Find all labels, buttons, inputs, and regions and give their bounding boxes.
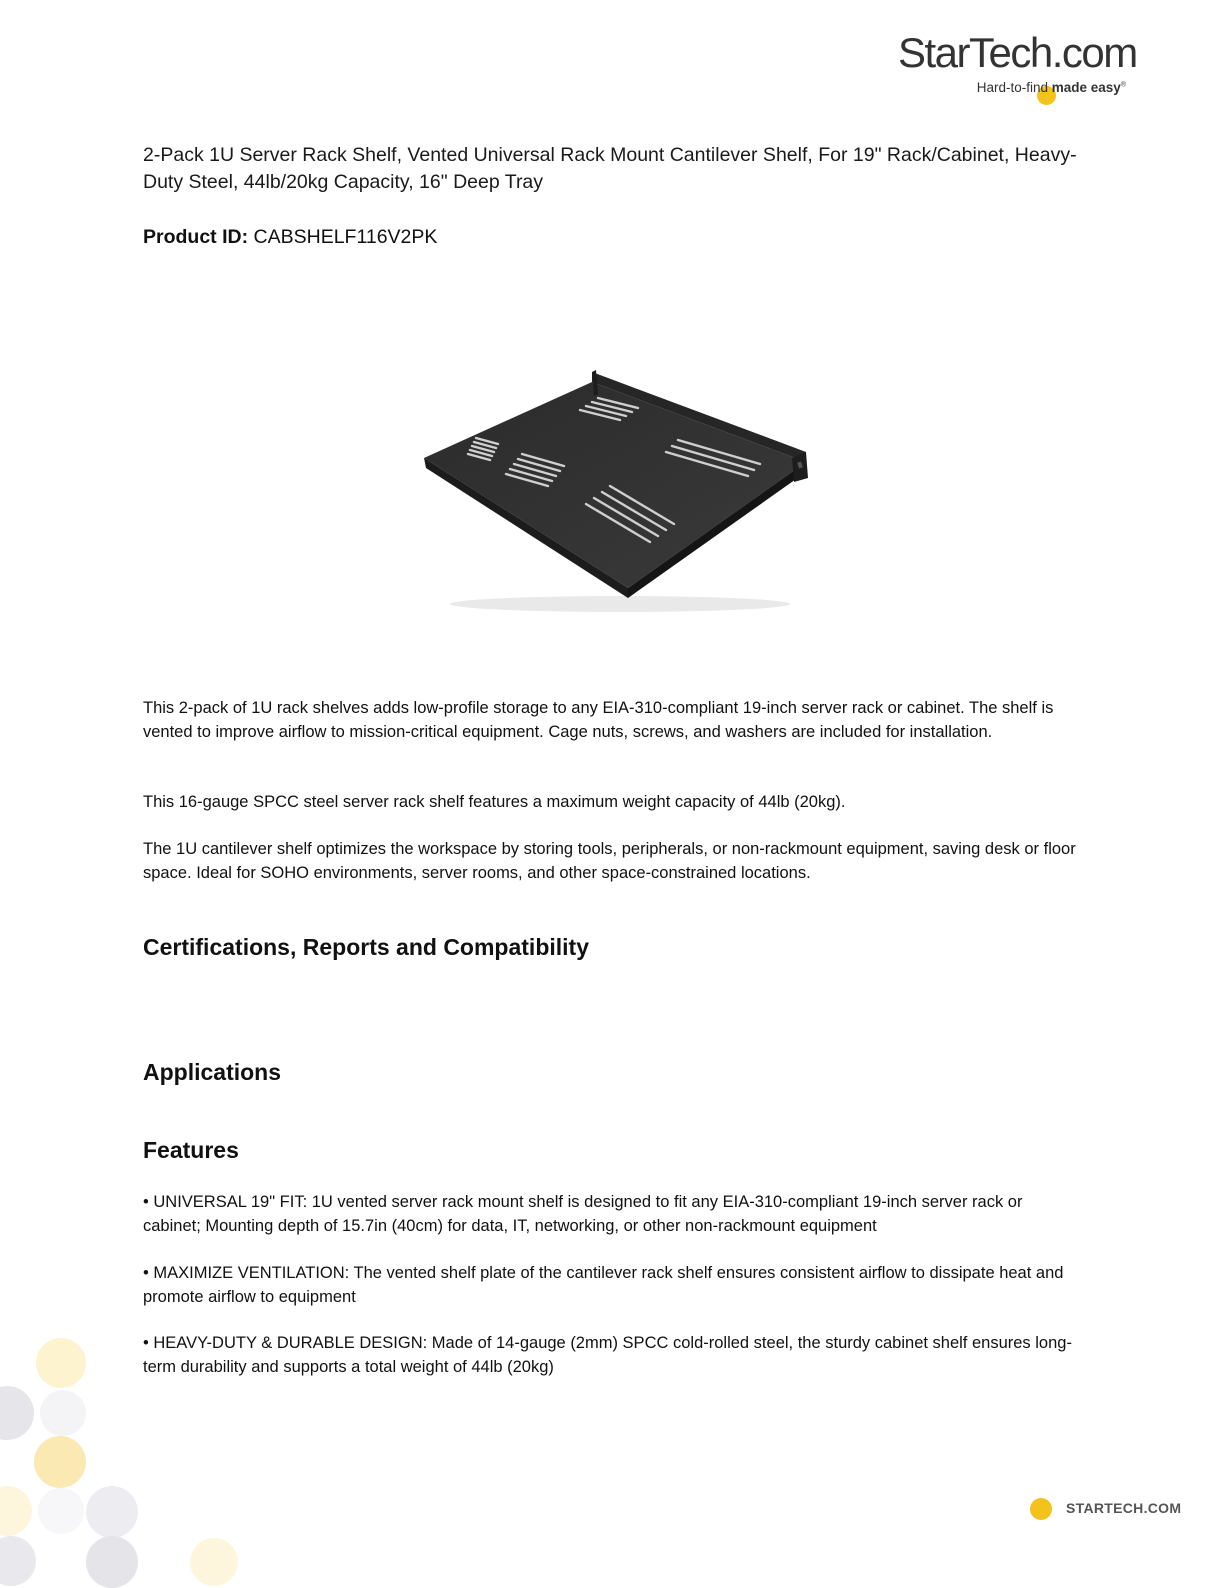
decor-circle <box>34 1436 86 1488</box>
startech-logo <box>898 28 1138 104</box>
decor-circle <box>0 1536 36 1586</box>
feature-item: • UNIVERSAL 19" FIT: 1U vented server rack mount shelf is designed to fit any EIA-310-compliant 19-inch server rack or cabinet; Mounting depth of 15.7in (40cm) for data, IT, networking, or other non-rackmount equipment <box>143 1193 1023 1235</box>
decor-circle <box>40 1390 86 1436</box>
feature-item: • MAXIMIZE VENTILATION: The vented shelf plate of the cantilever rack shelf ensures consistent airflow to dissipate heat and promote airflow to equipment <box>143 1264 1064 1306</box>
product-id-label: Product ID: <box>143 226 249 248</box>
rack-shelf-image <box>410 366 820 626</box>
footer-site: STARTECH.COM <box>1066 1500 1182 1516</box>
description-paragraph-1: This 2-pack of 1U rack shelves adds low-profile storage to any EIA-310-compliant 19-inch server rack or cabinet. The shelf is vented to improve airflow to mission-critical equipment. Cage nuts, screws, and washers are included for installation. <box>143 699 1054 741</box>
product-id-value: CABSHELF116V2PK <box>253 226 438 248</box>
product-id <box>143 224 437 251</box>
applications-heading: Applications <box>143 1059 282 1085</box>
certifications-heading: Certifications, Reports and Compatibility <box>143 934 589 960</box>
features-heading: Features <box>143 1137 239 1163</box>
decor-circle <box>0 1386 34 1440</box>
logo-tagline: Hard-to-find made easy® <box>976 80 1126 95</box>
decor-circle <box>36 1338 86 1388</box>
description-paragraph-3: The 1U cantilever shelf optimizes the workspace by storing tools, peripherals, or non-rackmount equipment, saving desk or floor space. Ideal for SOHO environments, server rooms, and other space-constrained locations. <box>143 840 1076 882</box>
decor-circle <box>38 1488 84 1534</box>
footer-dot-icon <box>1030 1498 1052 1520</box>
description-paragraph-2: This 16-gauge SPCC steel server rack shelf features a maximum weight capacity of 44lb (20kg). <box>143 793 846 811</box>
decor-circle <box>0 1486 32 1536</box>
decor-circle <box>86 1486 138 1538</box>
product-title: 2-Pack 1U Server Rack Shelf, Vented Universal Rack Mount Cantilever Shelf, For 19" Rack/Cabinet, Heavy-Duty Steel, 44lb/20kg Capacity, 16" Deep Tray <box>143 144 1077 193</box>
logo-wordmark: StarTech.com <box>898 29 1137 76</box>
decor-circle <box>86 1536 138 1588</box>
decor-circle <box>190 1538 238 1586</box>
feature-item: • HEAVY-DUTY & DURABLE DESIGN: Made of 14-gauge (2mm) SPCC cold-rolled steel, the sturdy cabinet shelf ensures long-term durability and supports a total weight of 44lb (20kg) <box>143 1334 1072 1376</box>
